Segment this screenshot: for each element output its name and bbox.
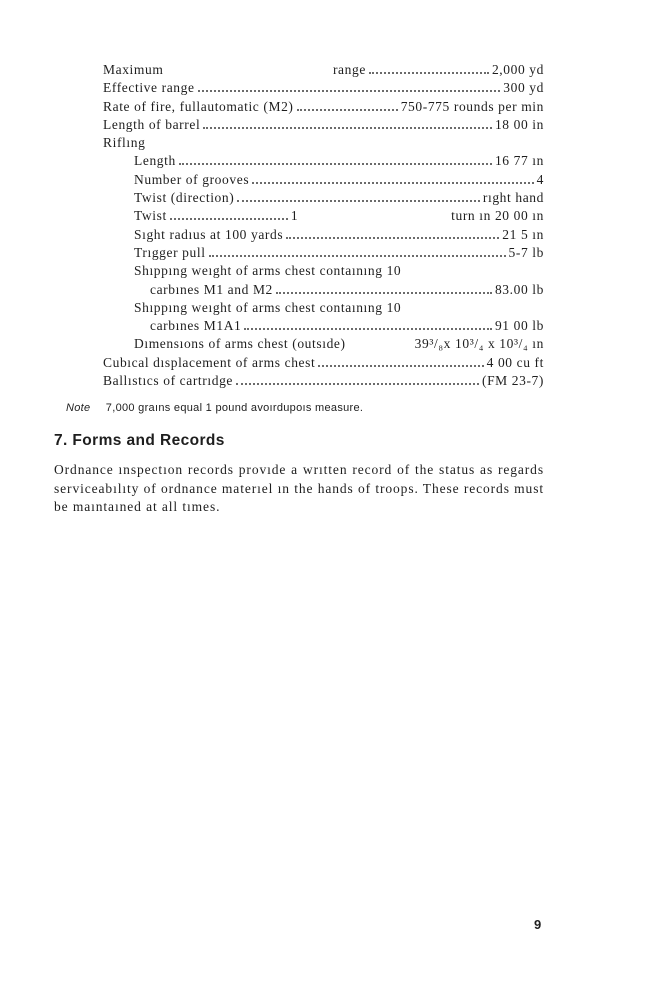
spec-trigger-pull: [103, 245, 544, 263]
dot-leader: [244, 328, 492, 330]
footnote: [66, 402, 363, 414]
spec-label: Twist (direction): [134, 190, 235, 206]
spec-value: turn ın 20 00 ın: [451, 208, 544, 224]
spec-shipping-m1-line1: [103, 263, 544, 281]
spec-value: 300 yd: [503, 80, 544, 96]
spec-chest-dimensions: [103, 336, 544, 354]
spec-label: Shıppıng weıght of arms chest contaınıng 10: [134, 263, 402, 279]
spec-twist: [103, 208, 544, 226]
spec-value: 4 00 cu ft: [486, 354, 544, 370]
spec-label: Maximum: [103, 62, 164, 77]
spec-shipping-m1-line2: [103, 282, 544, 300]
spec-value: 5-7 lb: [508, 244, 544, 260]
spec-twist-direction: [103, 190, 544, 208]
spec-value: 39³/₈x 10³/₄ x 10³/₄ ın: [414, 336, 544, 352]
spec-label: Effective range: [103, 80, 195, 96]
spec-label-continued: range: [332, 62, 366, 77]
spec-shipping-m1a1-line2: [103, 318, 544, 336]
spec-label: Twist: [134, 208, 167, 224]
dot-leader: [318, 365, 483, 367]
spec-label: Length of barrel: [103, 116, 201, 132]
dot-leader: [297, 109, 398, 111]
dot-leader: [209, 255, 506, 257]
dot-leader: [276, 292, 492, 294]
spec-sight-radius: [103, 227, 544, 245]
dot-leader: [252, 182, 533, 184]
spec-shipping-m1a1-line1: [103, 300, 544, 318]
spec-maximum-range: [103, 62, 544, 80]
spec-label: carbınes M1 and M2: [150, 281, 273, 297]
spec-label: Trıgger pull: [134, 244, 206, 260]
spec-value: 83.00 lb: [494, 281, 544, 297]
spec-label: Length: [134, 153, 176, 169]
spec-rate-of-fire: [103, 99, 544, 117]
section-heading: 7. Forms and Records: [54, 432, 225, 449]
spec-rifling-length: [103, 153, 544, 171]
dot-leader: [170, 218, 288, 220]
spec-label: Ballıstıcs of cartrıdge: [103, 373, 234, 389]
spec-twist-ratio: 1: [290, 208, 299, 224]
note-text: 7,000 graıns equal 1 pound avoırdupoıs measure.: [105, 402, 364, 414]
spec-effective-range: [103, 80, 544, 98]
dot-leader: [179, 163, 492, 165]
spec-label: Cubıcal dısplacement of arms chest: [103, 354, 316, 370]
page-number: 9: [534, 917, 542, 932]
spec-value: 2,000 yd: [491, 62, 544, 77]
spec-label: Number of grooves: [134, 171, 250, 187]
spec-value: 91 00 lb: [494, 318, 544, 334]
spec-ballistics: [103, 373, 544, 391]
spec-label: carbınes M1A1: [150, 318, 242, 334]
dot-leader: [198, 90, 501, 92]
spec-value: 16 77 ın: [494, 153, 544, 169]
dot-leader: [203, 127, 492, 129]
spec-label: Dımensıons of arms chest (outsıde): [134, 336, 346, 352]
section-paragraph: Ordnance ınspectıon records provıde a wrıtten record of the status as regards serviceabılıty of ordnance materıel ın the hands of troops. These records must be maıntaıned at all tımes.: [54, 462, 544, 514]
spec-value: 4: [536, 171, 544, 187]
spec-value: 750-775 rounds per min: [400, 98, 544, 114]
spec-rifling-heading: [103, 135, 544, 153]
spec-barrel-length: [103, 117, 544, 135]
spec-value: (FM 23-7): [481, 373, 544, 389]
spec-label: Riflıng: [103, 135, 146, 151]
spec-label: Shıppıng weıght of arms chest contaınıng 10: [134, 299, 402, 315]
dot-leader: [236, 383, 479, 385]
spec-rifling-grooves: [103, 172, 544, 190]
dot-leader: [369, 72, 489, 74]
dot-leader: [237, 200, 480, 202]
spec-value: rıght hand: [482, 190, 544, 206]
spec-value: 21 5 ın: [502, 226, 544, 242]
spec-value: 18 00 in: [494, 116, 544, 132]
dot-leader: [286, 237, 499, 239]
spec-label: Sıght radıus at 100 yards: [134, 226, 284, 242]
spec-label: Rate of fire, fullautomatic (M2): [103, 98, 294, 114]
specifications-list: [103, 62, 544, 391]
spec-cubical-displacement: [103, 355, 544, 373]
note-label: Note: [66, 402, 91, 414]
